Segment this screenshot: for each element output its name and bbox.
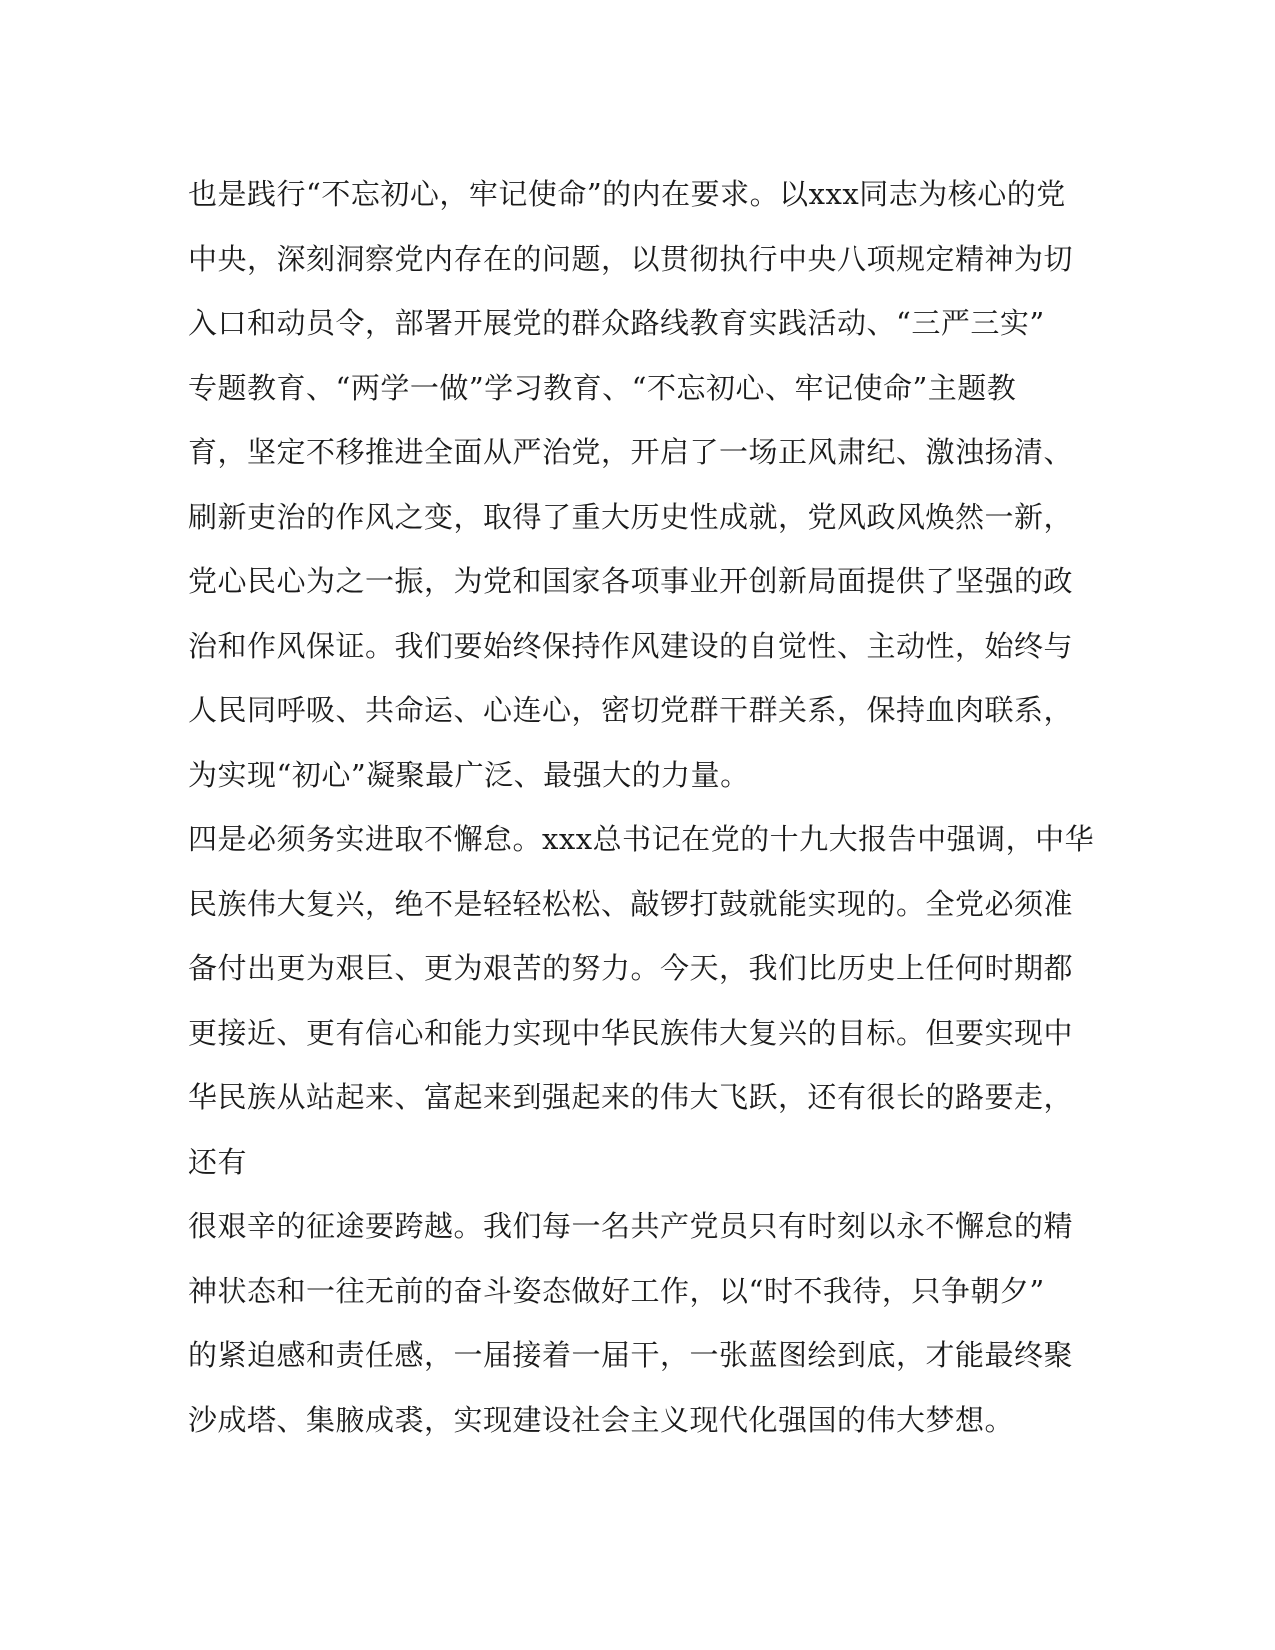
text-line: 为实现“初心”凝聚最广泛、最强大的力量。	[188, 757, 750, 792]
text-line: 华民族从站起来、富起来到强起来的伟大飞跃，还有很长的路要走，	[188, 1080, 1074, 1114]
text-line: 四是必须务实进取不懈怠。xxx总书记在党的十九大报告中强调，中华	[188, 822, 1095, 856]
text-line: 党心民心为之一振，为党和国家各项事业开创新局面提供了坚强的政	[188, 564, 1074, 598]
text-line: 也是践行“不忘初心，牢记使命”的内在要求。以xxx同志为核心的党	[188, 177, 1066, 211]
text-line: 中央，深刻洞察党内存在的问题，以贯彻执行中央八项规定精神为切	[188, 241, 1074, 276]
text-line: 专题教育、“两学一做”学习教育、“不忘初心、牢记使命”主题教	[188, 370, 1017, 405]
text-line: 入口和动员令，部署开展党的群众路线教育实践活动、“三严三实”	[188, 306, 1045, 340]
text-line: 还有	[188, 1144, 248, 1179]
text-line: 神状态和一往无前的奋斗姿态做好工作，以“时不我待，只争朝夕”	[188, 1273, 1045, 1308]
text-line: 民族伟大复兴，绝不是轻轻松松、敲锣打鼓就能实现的。全党必须准	[188, 886, 1074, 921]
text-line: 刷新吏治的作风之变，取得了重大历史性成就，党风政风焕然一新，	[188, 499, 1074, 534]
text-line: 很艰辛的征途要跨越。我们每一名共产党员只有时刻以永不懈怠的精	[188, 1209, 1074, 1243]
text-line: 备付出更为艰巨、更为艰苦的努力。今天，我们比历史上任何时期都	[188, 951, 1074, 985]
text-line: 更接近、更有信心和能力实现中华民族伟大复兴的目标。但要实现中	[188, 1015, 1074, 1050]
text-line: 治和作风保证。我们要始终保持作风建设的自觉性、主动性，始终与	[188, 628, 1074, 663]
text-line: 育，坚定不移推进全面从严治党，开启了一场正风肃纪、激浊扬清、	[188, 435, 1074, 469]
text-line: 的紧迫感和责任感，一届接着一届干，一张蓝图绘到底，才能最终聚	[188, 1338, 1074, 1372]
body-text	[188, 162, 1095, 1452]
text-line: 人民同呼吸、共命运、心连心，密切党群干群关系，保持血肉联系，	[188, 693, 1074, 727]
text-line: 沙成塔、集腋成裘，实现建设社会主义现代化强国的伟大梦想。	[188, 1402, 1015, 1437]
